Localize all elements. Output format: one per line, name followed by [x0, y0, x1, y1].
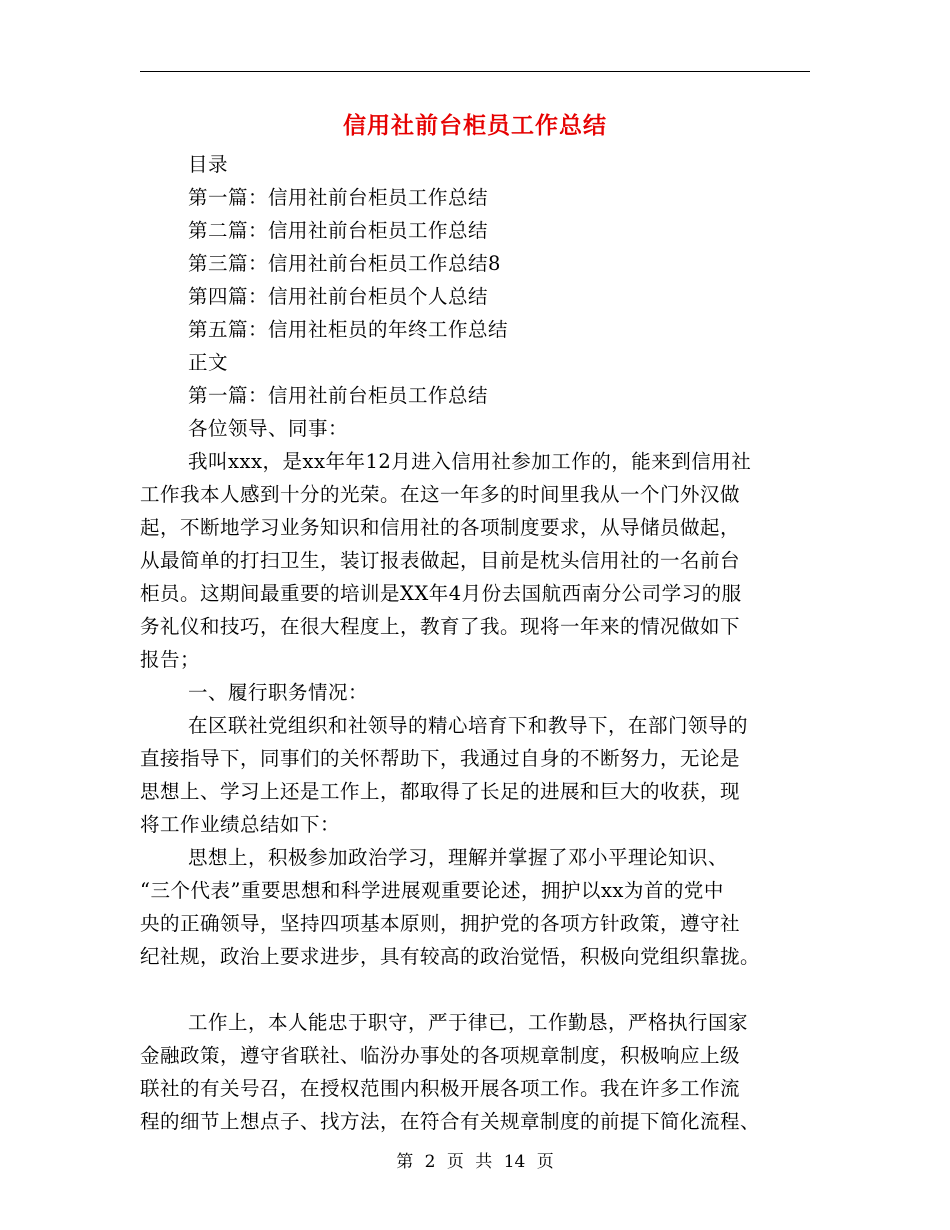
toc-item: 第四篇：信用社前台柜员个人总结 [188, 285, 489, 308]
document-title: 信用社前台柜员工作总结 [343, 112, 607, 139]
header-rule [140, 71, 810, 72]
paragraph-line: 工作我本人感到十分的光荣。在这一年多的时间里我从一个门外汉做 [140, 483, 741, 506]
paragraph-line: 我叫xxx，是xx年年12月进入信用社参加工作的，能来到信用社 [188, 450, 752, 473]
toc-item: 第二篇：信用社前台柜员工作总结 [188, 219, 489, 242]
greeting: 各位领导、同事： [188, 417, 349, 440]
paragraph-line: 工作上，本人能忠于职守，严于律已，工作勤恳，严格执行国家 [188, 1011, 749, 1034]
paragraph-line: 央的正确领导，坚持四项基本原则，拥护党的各项方针政策，遵守社 [140, 912, 741, 935]
paragraph-line: “三个代表”重要思想和科学进展观重要论述，拥护以xx为首的党中 [140, 879, 724, 902]
paragraph-line: 起，不断地学习业务知识和信用社的各项制度要求，从导储员做起， [140, 516, 741, 539]
paragraph-line: 金融政策，遵守省联社、临汾办事处的各项规章制度，积极响应上级 [140, 1044, 741, 1067]
paragraph-line: 思想上、学习上还是工作上，都取得了长足的进展和巨大的收获，现 [140, 780, 741, 803]
paragraph-line: 将工作业绩总结如下： [140, 813, 341, 836]
paragraph-spacer [140, 973, 810, 1006]
chapter-title: 第一篇：信用社前台柜员工作总结 [188, 384, 489, 407]
toc-heading: 目录 [188, 153, 229, 176]
paragraph-line: 思想上，积极参加政治学习，理解并掌握了邓小平理论知识、 [188, 846, 729, 869]
paragraph-line: 柜员。这期间最重要的培训是XX年4月份去国航西南分公司学习的服 [140, 582, 742, 605]
paragraph-line: 纪社规，政治上要求进步，具有较高的政治觉悟，积极向党组织靠拢。 [140, 945, 761, 968]
toc-item: 第一篇：信用社前台柜员工作总结 [188, 186, 489, 209]
page-number: 第 2 页 共 14 页 [396, 1152, 554, 1172]
section-heading: 一、履行职务情况： [188, 681, 369, 704]
body-heading: 正文 [188, 351, 229, 374]
paragraph-line: 直接指导下，同事们的关怀帮助下，我通过自身的不断努力，无论是 [140, 747, 741, 770]
toc-item: 第五篇：信用社柜员的年终工作总结 [188, 318, 509, 341]
paragraph-line: 务礼仪和技巧，在很大程度上，教育了我。现将一年来的情况做如下 [140, 615, 741, 638]
document-body [140, 148, 810, 1138]
paragraph-line: 联社的有关号召，在授权范围内积极开展各项工作。我在许多工作流 [140, 1077, 741, 1100]
paragraph-line: 程的细节上想点子、找方法，在符合有关规章制度的前提下简化流程、 [140, 1110, 761, 1133]
paragraph-line: 从最简单的打扫卫生，装订报表做起，目前是枕头信用社的一名前台 [140, 549, 741, 572]
paragraph-line: 在区联社党组织和社领导的精心培育下和教导下，在部门领导的 [188, 714, 749, 737]
paragraph-line: 报告； [140, 648, 201, 671]
toc-item: 第三篇：信用社前台柜员工作总结8 [188, 252, 501, 275]
